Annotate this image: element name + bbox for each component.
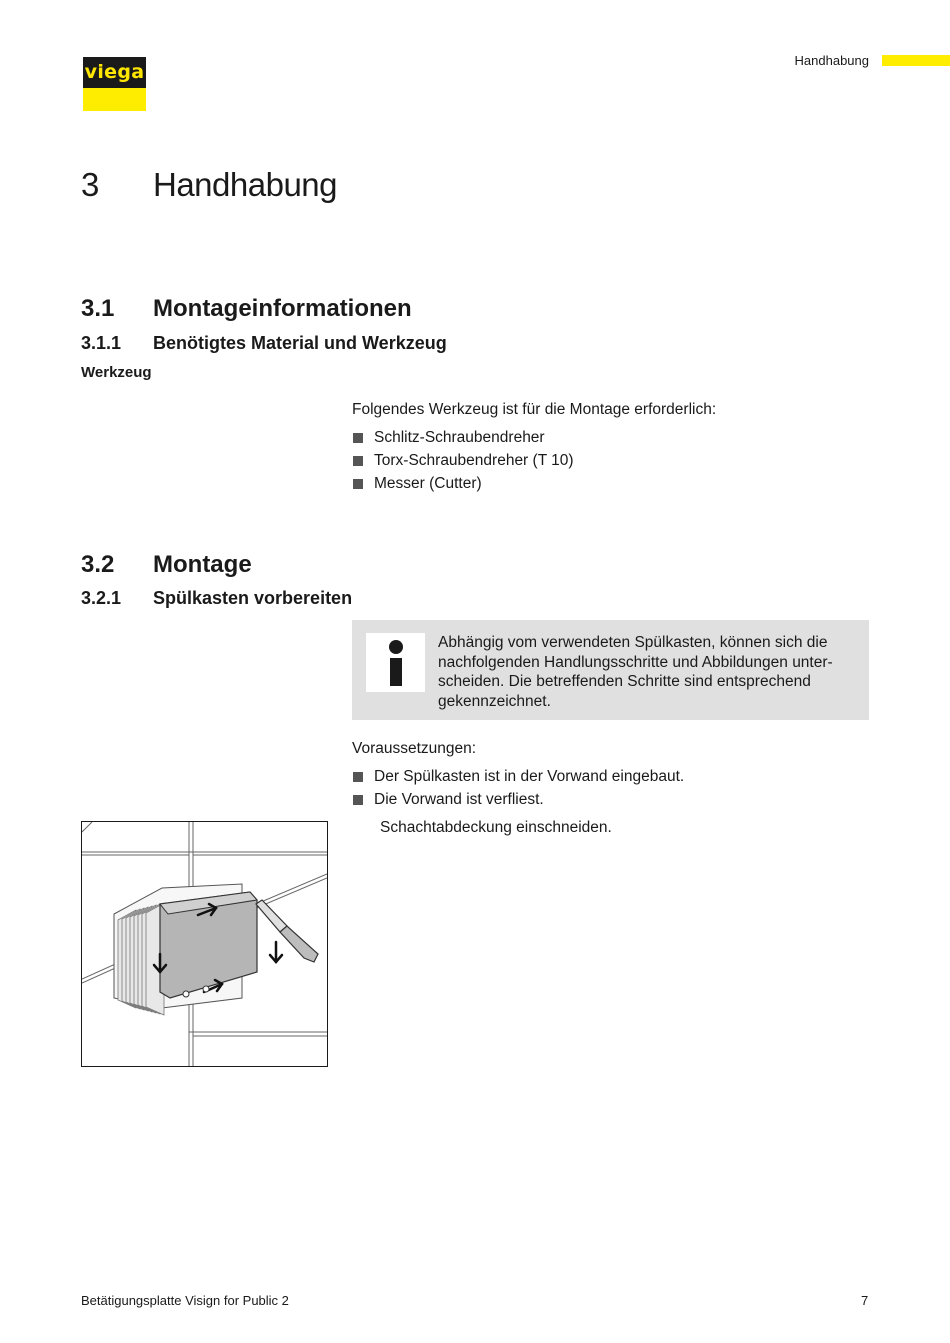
info-box xyxy=(352,620,869,720)
list-item xyxy=(352,788,684,811)
list-item xyxy=(352,426,574,449)
bullet-square-icon xyxy=(353,479,363,489)
info-line: nachfolgenden Handlungsschritte und Abbildungen unter- xyxy=(438,653,833,671)
info-icon xyxy=(366,633,425,692)
bullet-square-icon xyxy=(353,433,363,443)
info-text xyxy=(438,633,863,711)
bullet-square-icon xyxy=(353,795,363,805)
section-3-1-title: Montageinformationen xyxy=(153,295,412,322)
info-line: scheiden. Die betreffenden Schritte sind entsprechend xyxy=(438,673,811,690)
list-item-text: Der Spülkasten ist in der Vorwand eingebaut. xyxy=(374,768,685,785)
werkzeug-heading: Werkzeug xyxy=(81,364,152,381)
footer-doc-title: Betätigungsplatte Visign for Public 2 xyxy=(81,1293,289,1308)
section-3-1-1-title: Benötigtes Material und Werkzeug xyxy=(153,333,447,353)
section-3-2-1-title: Spülkasten vorbereiten xyxy=(153,588,353,608)
footer-page-number: 7 xyxy=(861,1293,869,1308)
list-item-text: Messer (Cutter) xyxy=(374,475,482,492)
list-item-text: Torx-Schraubendreher (T 10) xyxy=(374,452,574,469)
section-3-1-1-number: 3.1.1 xyxy=(81,333,122,353)
illustration-cutting-cover xyxy=(81,821,328,1067)
chapter-number: 3 xyxy=(81,166,99,203)
chapter-title: Handhabung xyxy=(153,166,338,203)
list-item-text: Schlitz-Schraubendreher xyxy=(374,429,545,446)
section-3-2-number: 3.2 xyxy=(81,551,115,578)
list-item xyxy=(352,449,574,472)
bullet-square-icon xyxy=(353,772,363,782)
action-step-text: Schachtabdeckung einschneiden. xyxy=(380,819,612,836)
prerequisites-heading: Voraussetzungen: xyxy=(352,740,477,757)
section-3-2-1-number: 3.2.1 xyxy=(81,588,122,608)
werkzeug-intro: Folgendes Werkzeug ist für die Montage erforderlich: xyxy=(352,401,717,418)
section-3-1-number: 3.1 xyxy=(81,295,115,322)
logo-yellow-block xyxy=(83,88,146,111)
info-line: Abhängig vom verwendeten Spülkasten, können sich die xyxy=(438,634,828,651)
list-item-text: Die Vorwand ist verfliest. xyxy=(374,791,544,808)
section-3-2-title: Montage xyxy=(153,551,252,578)
info-line: gekennzeichnet. xyxy=(438,692,551,710)
list-item xyxy=(352,472,574,495)
running-header: Handhabung xyxy=(794,53,869,68)
werkzeug-list xyxy=(352,426,574,495)
viega-logo xyxy=(83,57,146,111)
logo-text: viega xyxy=(83,57,146,88)
prerequisites-list xyxy=(352,765,684,811)
header-yellow-bar xyxy=(882,55,950,66)
bullet-square-icon xyxy=(353,456,363,466)
list-item xyxy=(352,765,684,788)
